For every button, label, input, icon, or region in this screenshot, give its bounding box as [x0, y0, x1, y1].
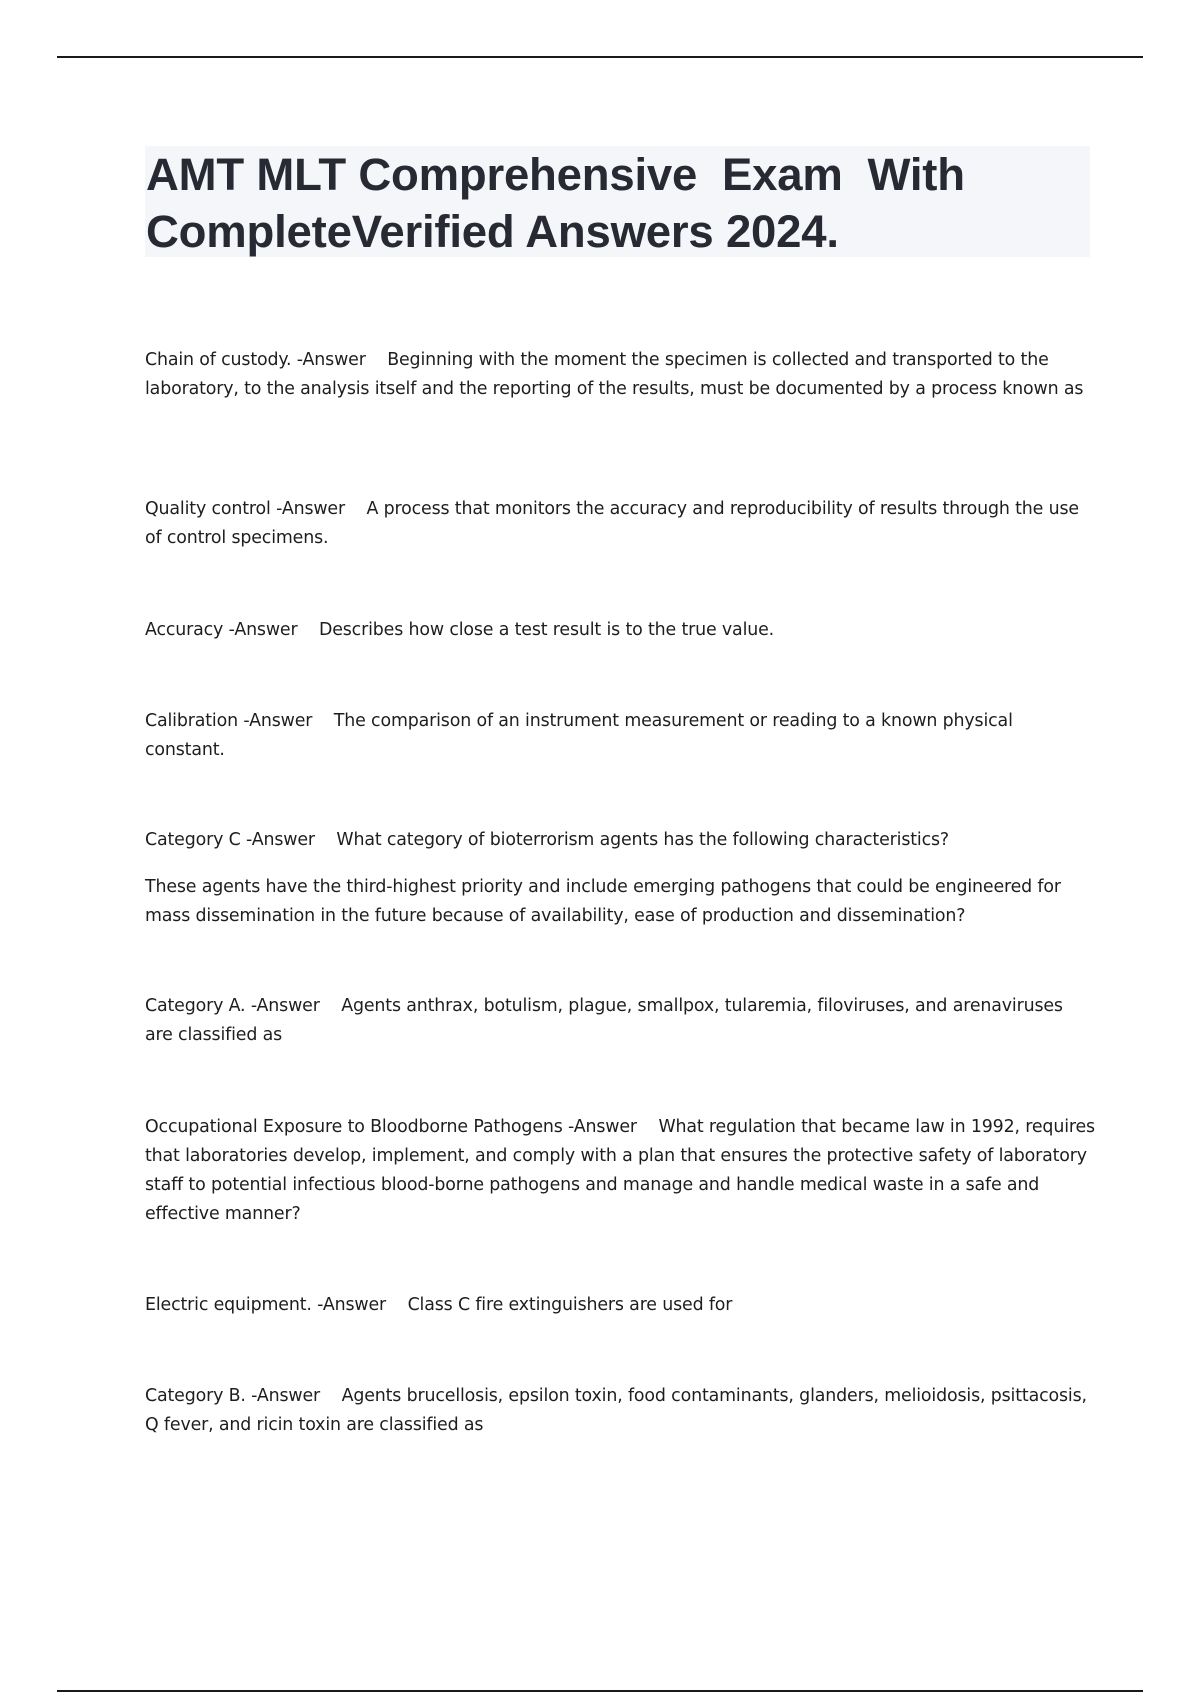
qa-answer: What regulation that became law in 1992, requires that laboratories develop, implement, and comply with a plan that ensures the protective safety of laboratory staff to potential infectious blood-borne pathogens and manage and handle medical waste in a safe and effective manner? — [145, 1117, 1095, 1224]
qa-answer: What category of bioterrorism agents has the following characteristics? — [336, 830, 949, 850]
qa-answer: Describes how close a test result is to the true value. — [318, 620, 775, 640]
qa-item — [145, 1291, 1095, 1320]
page-title-line-1: AMT MLT Comprehensive Exam With — [146, 149, 965, 200]
qa-answer: Beginning with the moment the specimen is collected and transported to the laboratory, to the analysis itself and the reporting of the results, must be documented by a process known as — [145, 350, 1084, 399]
qa-item-text — [145, 826, 1095, 855]
qa-item-text — [145, 992, 1095, 1050]
qa-item — [145, 707, 1095, 765]
qa-item-text — [145, 1291, 1095, 1320]
qa-item — [145, 1382, 1095, 1440]
qa-item-text — [145, 346, 1095, 404]
qa-item-text — [145, 707, 1095, 765]
title-block — [145, 146, 1090, 257]
qa-term: Quality control -Answer — [145, 499, 345, 519]
qa-answer: Class C fire extinguishers are used for — [407, 1295, 733, 1315]
qa-item — [145, 346, 1095, 404]
qa-item-text — [145, 616, 1095, 645]
header-rule — [57, 56, 1143, 58]
page-title — [145, 146, 1090, 260]
qa-answer: Agents brucellosis, epsilon toxin, food contaminants, glanders, melioidosis, psittacosis, Q fever, and ricin toxin are classified as — [145, 1386, 1087, 1435]
footer-rule — [57, 1690, 1143, 1692]
qa-item — [145, 495, 1095, 553]
qa-item-text — [145, 1113, 1095, 1229]
qa-term: Calibration -Answer — [145, 711, 313, 731]
qa-term: Electric equipment. -Answer — [145, 1295, 387, 1315]
qa-term: Category B. -Answer — [145, 1386, 321, 1406]
page-title-line-2: CompleteVerified Answers 2024. — [146, 206, 839, 257]
qa-item-extra-text: These agents have the third-highest priority and include emerging pathogens that could be engineered for mass dissemination in the future because of availability, ease of production and dissemination? — [145, 877, 1061, 926]
qa-item-text — [145, 1382, 1095, 1440]
qa-answer: A process that monitors the accuracy and reproducibility of results through the use of control specimens. — [145, 499, 1079, 548]
qa-item — [145, 826, 1095, 931]
qa-item — [145, 616, 1095, 645]
qa-item — [145, 992, 1095, 1050]
qa-item — [145, 1113, 1095, 1229]
qa-term: Chain of custody. -Answer — [145, 350, 366, 370]
qa-answer: Agents anthrax, botulism, plague, smallpox, tularemia, filoviruses, and arenaviruses are classified as — [145, 996, 1063, 1045]
qa-answer: The comparison of an instrument measurement or reading to a known physical constant. — [145, 711, 1013, 760]
qa-term: Occupational Exposure to Bloodborne Pathogens -Answer — [145, 1117, 637, 1137]
qa-item-text — [145, 495, 1095, 553]
qa-term: Category A. -Answer — [145, 996, 320, 1016]
qa-term: Category C -Answer — [145, 830, 315, 850]
qa-term: Accuracy -Answer — [145, 620, 298, 640]
